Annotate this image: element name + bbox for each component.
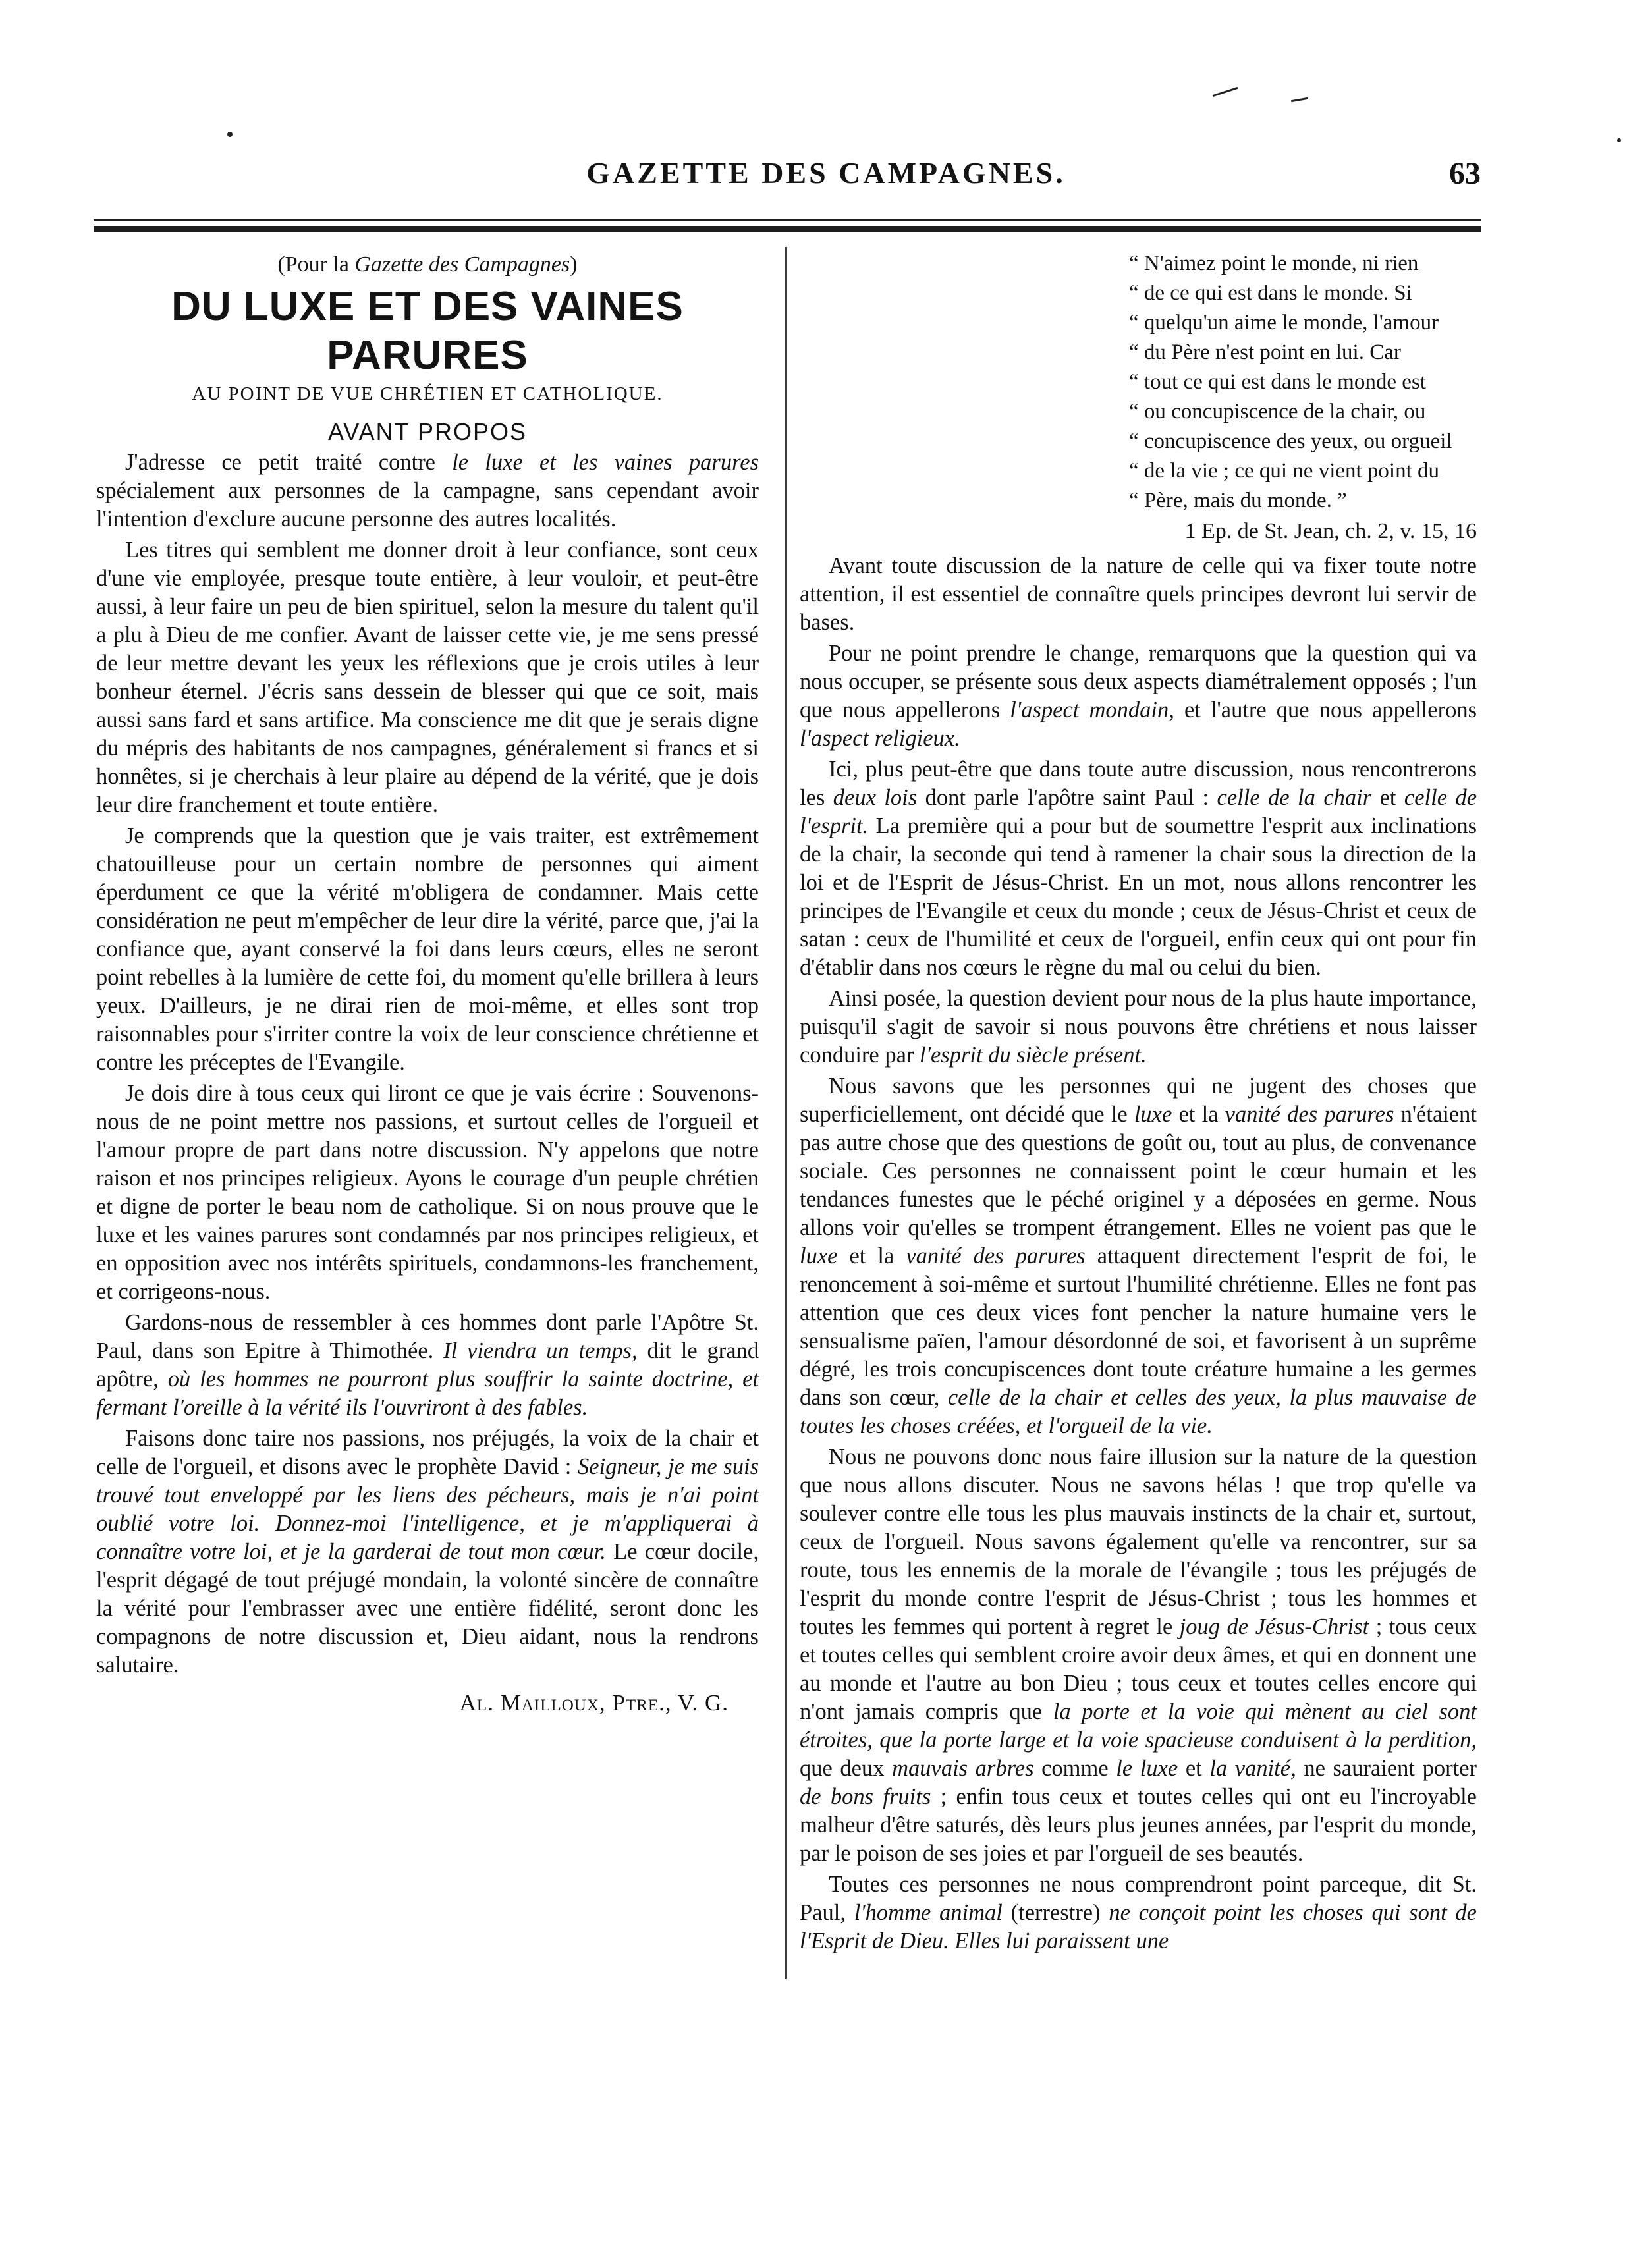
- epigraph-line: “ concupiscence des yeux, ou orgueil: [1129, 429, 1452, 453]
- epigraph-line: “ de la vie ; ce qui ne vient point du: [1129, 459, 1440, 483]
- article-subtitle: AU POINT DE VUE CHRÉTIEN ET CATHOLIQUE.: [192, 383, 663, 404]
- paragraph: [800, 1072, 1477, 1440]
- text-run: Pour ne point prendre le change, remarquons que la question qui va nous occuper, se présente sous deux aspects diamétralement opposés ; l'un que nous appellerons: [800, 641, 1477, 722]
- italic-text: l'aspect religieux.: [800, 726, 960, 751]
- italic-text: luxe: [800, 1243, 838, 1268]
- italic-text: l'esprit du siècle présent.: [920, 1043, 1147, 1068]
- text-run: Ici, plus peut-être que dans toute autre discussion, nous rencontrerons les: [800, 757, 1477, 810]
- epigraph-line: “ du Père n'est point en lui. Car: [1129, 341, 1401, 364]
- section-heading: AVANT PROPOS: [327, 418, 528, 445]
- italic-text: celle de la chair et celles des yeux, la plus mauvaise de toutes les choses créées, et l'orgueil de la vie.: [800, 1385, 1477, 1438]
- text-run: Je comprends que la question que je vais traiter, est extrêmement chatouilleuse pour un certain nombre de personnes qui aiment éperdument ce que la vérité m'obligera de condamner. Mais cette considération ne peut m'empêcher de leur dire la vérité, parce que, j'ai la confiance que, ayant conservé la foi dans leurs cœurs, elles ne seront point rebelles à la lumière de cette foi, du moment qu'elle brillera à leurs yeux. D'ailleurs, je ne dirai rien de moi-même, et elles sont trop raisonnables pour s'irriter contre la voix de leur conscience chrétienne et contre les préceptes de l'Evangile.: [96, 823, 759, 1075]
- text-run: Nous ne pouvons donc nous faire illusion sur la nature de la question que nous allons discuter. Nous ne savons hélas ! que trop qu'elle va soulever contre elle tous les plus mauvais instincts de la chair et, surtout, ceux de l'orgueil. Nous savons également qu'elle va rencontrer, sur sa route, tous les ennemis de la morale de l'évangile ; tous les préjugés de l'esprit du monde contre l'esprit de Jésus-Christ ; tous les hommes et toutes les femmes qui portent à regret le: [800, 1444, 1477, 1639]
- text-run: La première qui a pour but de soumettre l'esprit aux inclinations de la chair, la seconde qui tend à ramener la chair sous la direction de la loi et de l'Esprit de Jésus-Christ. En un mot, nous allons rencontrer les principes de l'Evangile et ceux du monde ; ceux de Jésus-Christ et ceux de satan : ceux de l'humilité et ceux de l'orgueil, enfin ceux qui ont pour fin d'établir dans nos cœurs le règne du mal ou celui du bien.: [800, 813, 1477, 980]
- text-run: Les titres qui semblent me donner droit à leur confiance, sont ceux d'une vie employée, presque toute entière, à leur vouloir, et peut-être aussi, à leur faire un peu de bien spirituel, selon la mesure du talent qu'il a plu à Dieu de me confier. Avant de laisser cette vie, je me sens pressé de leur mettre devant les yeux les réflexions que je crois utiles à leur bonheur éternel. J'écris sans dessein de blesser qui que ce soit, mais aussi sans fard et sans artifice. Ma conscience me dit que je serais digne du mépris des habitants de nos campagnes, généralement si francs et si honnêtes, si je cherchais à leur plaire au dépend de la vérité, que je dois leur dire franchement et toute entière.: [96, 537, 759, 817]
- paragraph: [800, 552, 1477, 637]
- header-rule-thin: [94, 219, 1481, 221]
- paragraph: [96, 536, 759, 819]
- article-title: DU LUXE ET DES VAINES PARURES: [171, 284, 684, 378]
- italic-text: où les hommes ne pourront plus souffrir la sainte doctrine, et fermant l'oreille à la vérité ils l'ouvriront à des fables.: [96, 1367, 759, 1420]
- epigraph-line: “ de ce qui est dans le monde. Si: [1129, 281, 1412, 305]
- header-rule-thick: [94, 226, 1481, 232]
- text-run: attaquent directement l'esprit de foi, le renoncement à soi-même et surtout l'humilité chrétienne. Elles ne font pas attention que ces deux vices font pencher la nature humaine vers le sensualisme païen, l'amour désordonné de soi, et favorisent à un suprême dégré, les trois concupiscences dont toute créature humaine a les germes dans son cœur,: [800, 1243, 1477, 1410]
- italic-text: ne conçoit point les choses qui sont de l'Esprit de Dieu. Elles lui paraissent une: [800, 1900, 1477, 1953]
- text-run: Faisons donc taire nos passions, nos préjugés, la voix de la chair et celle de l'orgueil, et disons avec le prophète David :: [96, 1426, 759, 1479]
- page-header: [0, 155, 1652, 202]
- source-note: [96, 250, 759, 279]
- text-run: Le cœur docile, l'esprit dégagé de tout préjugé mondain, la volonté sincère de connaître la vérité pour l'embrasser avec une entière fidélité, seront donc les compagnons de notre discussion et, Dieu aidant, nous la rendrons salutaire.: [96, 1539, 759, 1677]
- text-run: dont parle l'apôtre saint Paul :: [917, 785, 1217, 810]
- source-note-suffix: ): [570, 252, 578, 277]
- epigraph-line: “ Père, mais du monde. ”: [1129, 489, 1347, 512]
- italic-text: celle de l'esprit.: [800, 785, 1477, 838]
- italic-text: l'homme animal: [854, 1900, 1003, 1925]
- paragraph: [96, 1079, 759, 1306]
- italic-text: de bons fruits: [800, 1784, 931, 1809]
- paragraph: [96, 822, 759, 1077]
- italic-text: l'aspect mondain: [1010, 697, 1169, 722]
- text-run: ; enfin tous ceux et toutes celles qui ont eu l'incroyable malheur d'être saturés, dès leurs plus jeunes années, par l'esprit du monde, par le poison de ses joies et par l'orgueil de ses beautés.: [800, 1784, 1477, 1866]
- paragraph: [800, 1870, 1477, 1955]
- signature: Al. Mailloux, Ptre., V. G.: [459, 1690, 729, 1716]
- text-run: Avant toute discussion de la nature de celle qui va fixer toute notre attention, il est essentiel de connaître quels principes devront lui servir de bases.: [800, 553, 1477, 635]
- text-run: (terrestre): [1002, 1900, 1109, 1925]
- epigraph-citation: 1 Ep. de St. Jean, ch. 2, v. 15, 16: [1184, 519, 1477, 543]
- epigraph-line: “ N'aimez point le monde, ni rien: [1129, 252, 1419, 275]
- column-divider: [785, 247, 787, 1979]
- italic-text: vanité des parures: [906, 1243, 1086, 1268]
- page-number: 63: [1449, 156, 1481, 191]
- text-run: et: [1371, 785, 1404, 810]
- text-run: Je dois dire à tous ceux qui liront ce que je vais écrire : Souvenons-nous de ne point mettre nos passions, et surtout celles de l'orgueil et l'amour propre de part dans notre discussion. N'y appelons que notre raison et nos principes religieux. Ayons le courage d'un peuple chrétien et digne de porter le beau nom de catholique. Si on nous prouve que le luxe et les vaines parures sont condamnés par nos principes religieux, et en opposition avec nos intérêts spirituels, condamnons-les franchement, et corrigeons-nous.: [96, 1081, 759, 1304]
- paragraph: [96, 1309, 759, 1422]
- text-run: Toutes ces personnes ne nous comprendront point parceque, dit St. Paul,: [800, 1872, 1477, 1925]
- print-speck: [1213, 87, 1238, 97]
- italic-text: la vanité,: [1209, 1756, 1296, 1781]
- italic-text: luxe: [1134, 1102, 1172, 1127]
- text-run: et la: [1172, 1102, 1225, 1127]
- italic-text: vanité des parures: [1225, 1102, 1394, 1127]
- text-run: ; tous ceux et toutes celles qui semblent croire avoir deux âmes, et qui en donnent une au monde et l'autre au bon Dieu ; tous ceux et toutes celles encore qui n'ont jamais compris que: [800, 1614, 1477, 1724]
- text-run: comme: [1033, 1756, 1116, 1781]
- left-column: [96, 250, 759, 1717]
- italic-text: joug de Jésus-Christ: [1179, 1614, 1369, 1639]
- paragraph: [800, 985, 1477, 1070]
- text-run: Nous savons que les personnes qui ne jugent des choses que superficiellement, ont décidé que le: [800, 1074, 1477, 1127]
- epigraph-line: “ tout ce qui est dans le monde est: [1129, 370, 1426, 394]
- italic-text: mauvais arbres: [892, 1756, 1034, 1781]
- italic-text: la porte et la voie qui mènent au ciel sont étroites, que la porte large et la voie spacieuse conduisent à la perdition,: [800, 1699, 1477, 1753]
- epigraph: [800, 250, 1477, 514]
- italic-text: celle de la chair: [1217, 785, 1372, 810]
- italic-text: Seigneur, je me suis trouvé tout enveloppé par les liens des pécheurs, mais je n'ai point oublié votre loi. Donnez-moi l'intelligence, et je m'appliquerai à connaître votre loi, et je la garderai de tout mon cœur.: [96, 1454, 759, 1564]
- italic-text: Il viendra un temps,: [443, 1338, 638, 1363]
- paragraph: [96, 449, 759, 533]
- text-run: et: [1178, 1756, 1210, 1781]
- text-run: que deux: [800, 1756, 893, 1781]
- header-title: GAZETTE DES CAMPAGNES.: [586, 156, 1066, 190]
- text-run: J'adresse ce petit traité contre: [125, 450, 453, 475]
- left-body: [96, 449, 759, 1679]
- paragraph: [96, 1425, 759, 1679]
- text-run: Ainsi posée, la question devient pour nous de la plus haute importance, puisqu'il s'agit de savoir si nous pouvons être chrétiens et nous laisser conduire par: [800, 986, 1477, 1068]
- paragraph: [800, 755, 1477, 982]
- print-speck: [1617, 138, 1621, 142]
- text-run: , et l'autre que nous appellerons: [1169, 697, 1477, 722]
- epigraph-line: “ quelqu'un aime le monde, l'amour: [1129, 311, 1439, 335]
- epigraph-line: “ ou concupiscence de la chair, ou: [1129, 400, 1426, 423]
- text-run: spécialement aux personnes de la campagne, sans cependant avoir l'intention d'exclure aucune personne des autres localités.: [96, 478, 759, 531]
- paragraph: [800, 1443, 1477, 1868]
- text-run: n'étaient pas autre chose que des questions de goût ou, tout au plus, de convenance sociale. Ces personnes ne connaissent point le cœur humain et les tendances funestes que le péché originel y a déposées en germe. Nous allons voir qu'elles se trompent étrangement. Elles ne voient pas que le: [800, 1102, 1477, 1240]
- source-note-publication: Gazette des Campagnes: [354, 252, 570, 277]
- text-run: et la: [837, 1243, 906, 1268]
- italic-text: deux lois: [833, 785, 918, 810]
- text-run: dit le grand apôtre,: [96, 1338, 759, 1392]
- text-run: ne sauraient porter: [1296, 1756, 1477, 1781]
- source-note-prefix: (Pour la: [277, 252, 355, 277]
- print-speck: [227, 132, 233, 137]
- print-speck: [1291, 97, 1308, 102]
- paragraph: [800, 640, 1477, 753]
- italic-text: le luxe et les vaines parures: [452, 450, 759, 475]
- italic-text: le luxe: [1116, 1756, 1178, 1781]
- right-column: [800, 250, 1477, 1958]
- right-body: [800, 552, 1477, 1955]
- text-run: Gardons-nous de ressembler à ces hommes dont parle l'Apôtre St. Paul, dans son Epitre à Thimothée.: [96, 1310, 759, 1363]
